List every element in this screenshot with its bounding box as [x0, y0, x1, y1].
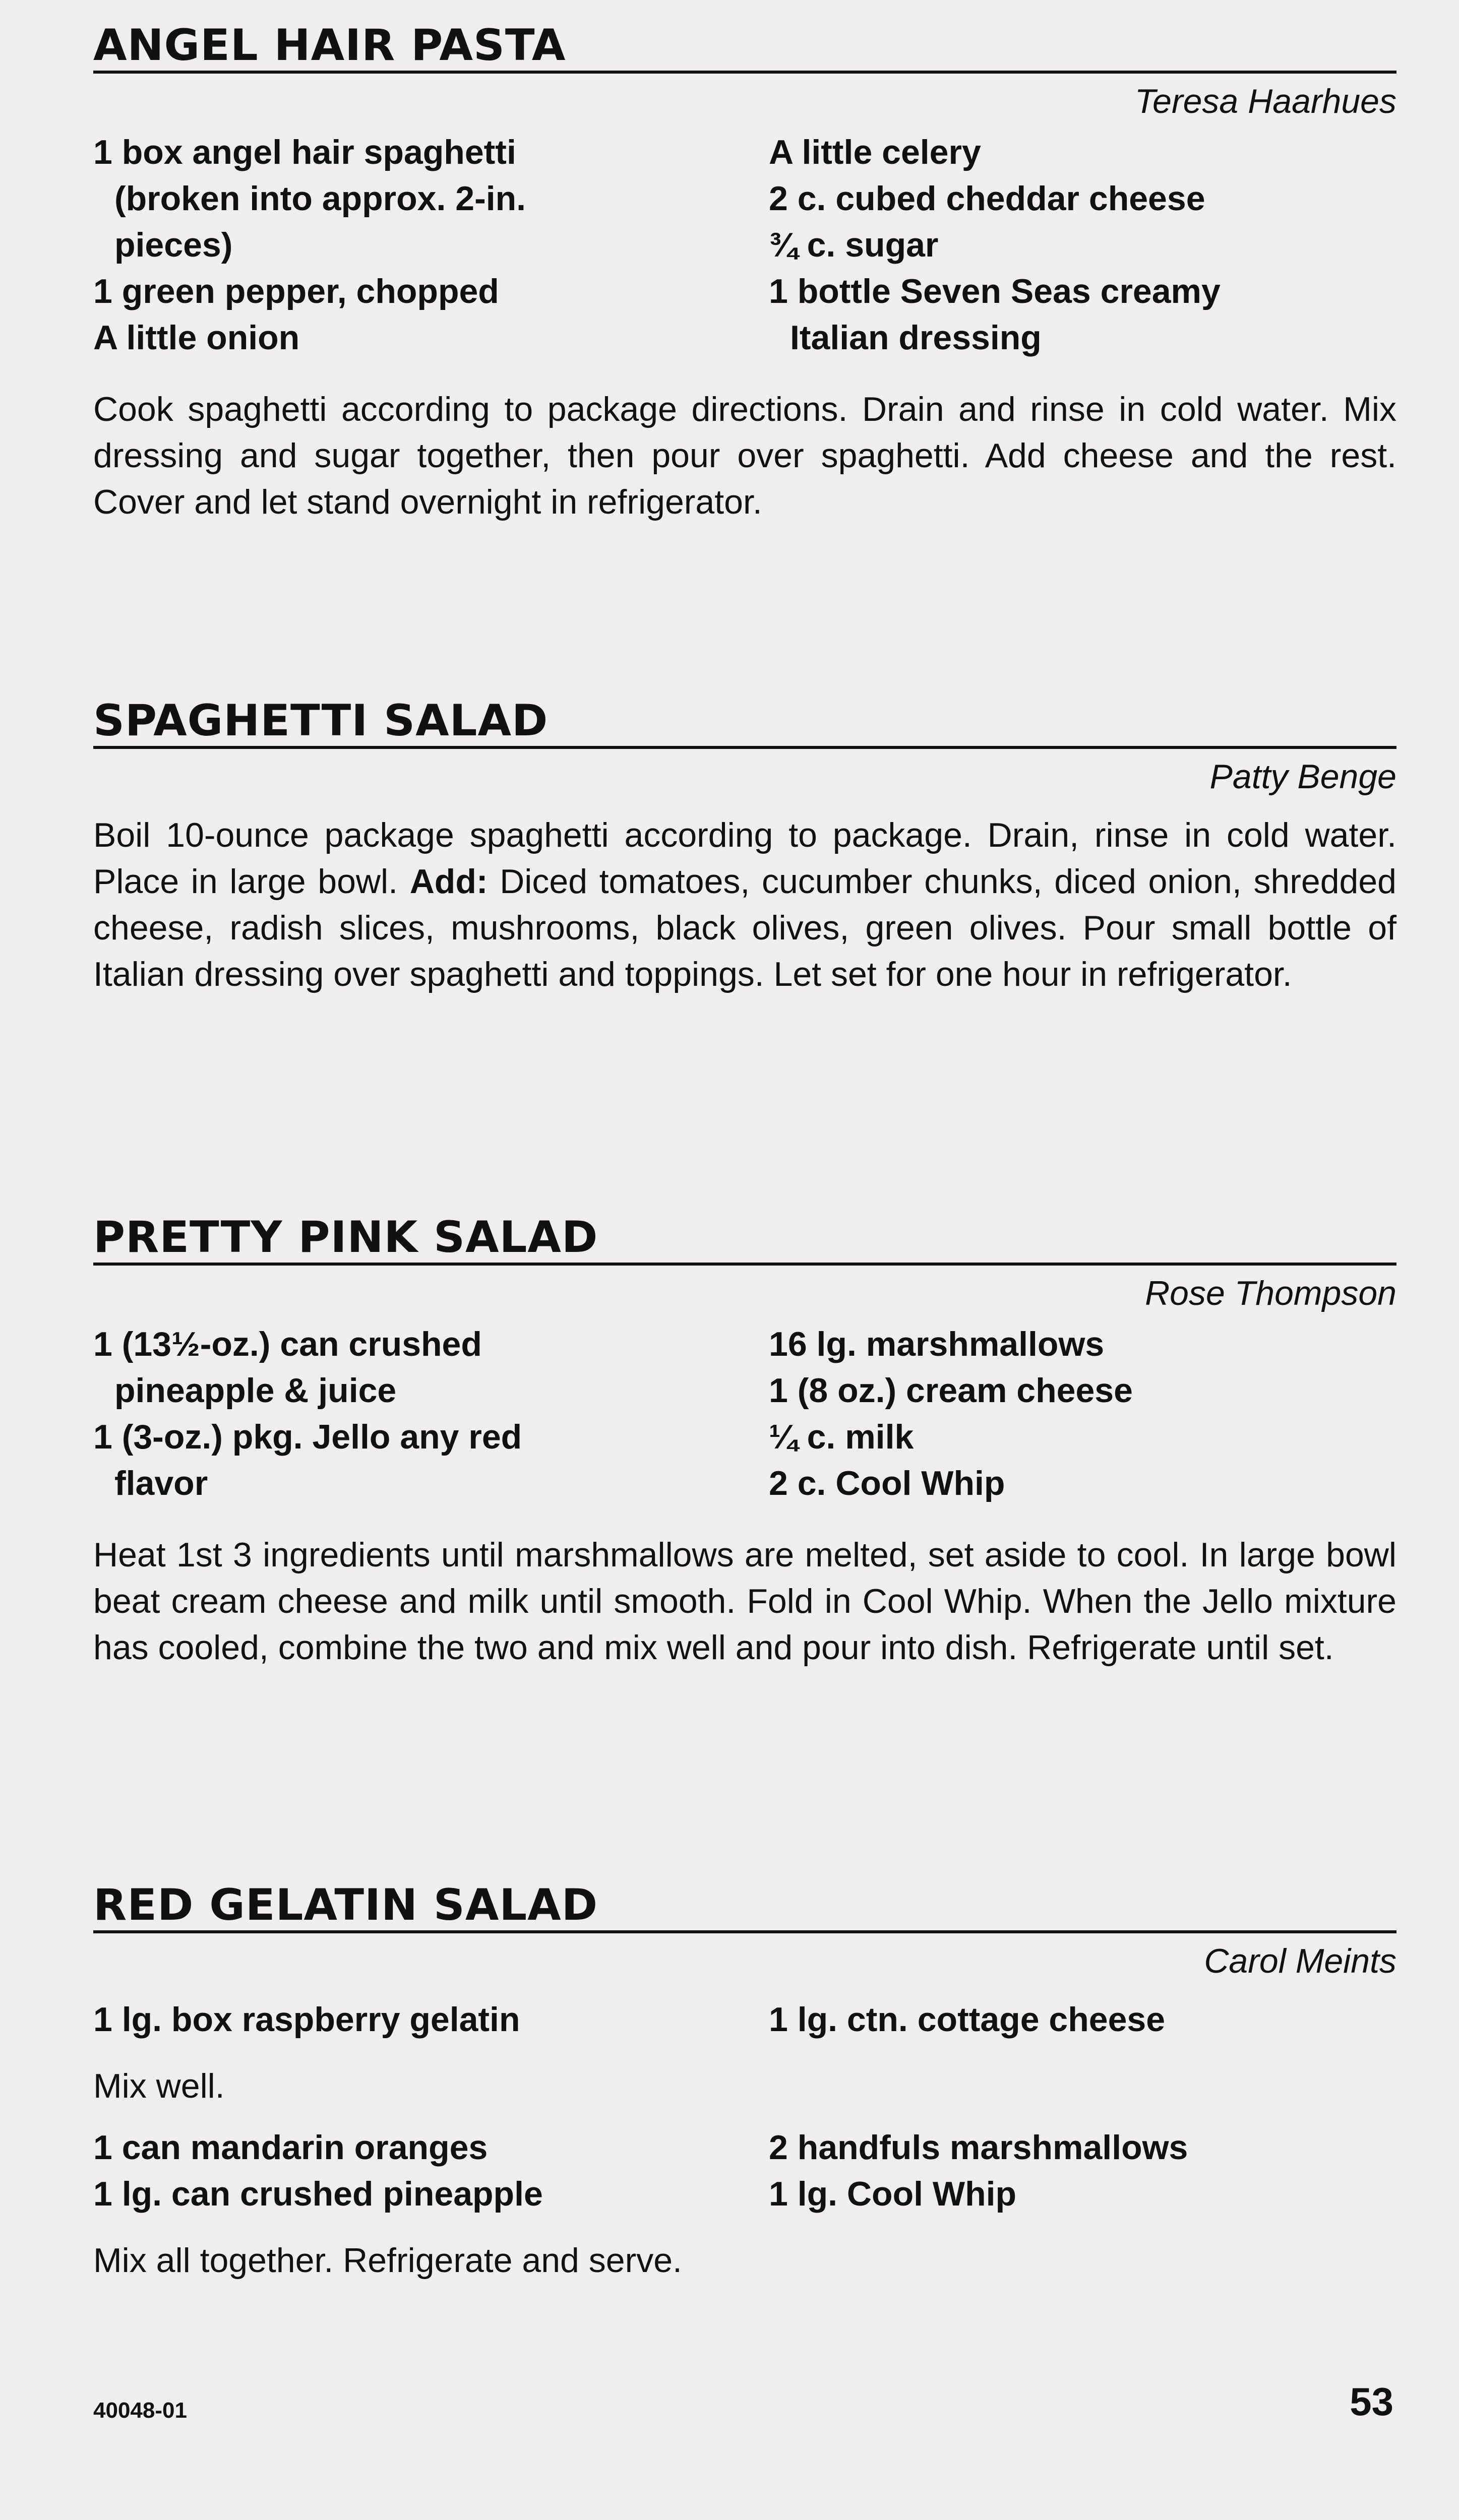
- ingredients-right-column: [769, 1321, 1396, 1506]
- ingredient: 1 (8 oz.) cream cheese: [769, 1371, 1133, 1410]
- recipe-title: ANGEL HAIR PASTA: [93, 20, 566, 71]
- ingredient: 1 lg. Cool Whip: [769, 2175, 1017, 2213]
- page-number: 53: [1350, 2379, 1393, 2424]
- title-rule: [93, 71, 1396, 74]
- recipe-author: Teresa Haarhues: [1134, 82, 1396, 120]
- recipe-title: RED GELATIN SALAD: [93, 1880, 598, 1930]
- recipe-pretty-pink-salad: [93, 1212, 1396, 1671]
- ingredient-list: [93, 1321, 1396, 1506]
- ingredients-left-column: [93, 129, 769, 361]
- ingredient-list: [93, 129, 1396, 361]
- ingredient: 1 box angel hair spaghetti: [93, 133, 516, 171]
- ingredient: 2 c. Cool Whip: [769, 1464, 1005, 1502]
- recipe-directions: Heat 1st 3 ingredients until marshmallows are melted, set aside to cool. In large bowl beat cream cheese and milk until smooth. Fold in Cool Whip. When the Jello mixture has cooled, combine the two and mix well and pour into dish. Refrigerate until set.: [93, 1536, 1396, 1667]
- ingredient: 16 lg. marshmallows: [769, 1325, 1105, 1363]
- recipe-title: SPAGHETTI SALAD: [93, 696, 549, 746]
- title-rule: [93, 746, 1396, 749]
- ingredient: 1 lg. box raspberry gelatin: [93, 2000, 520, 2039]
- recipe-directions: [93, 812, 1396, 997]
- ingredient-list: [93, 2124, 1396, 2217]
- ingredient: ¼ c. milk: [769, 1418, 914, 1456]
- recipe-title: PRETTY PINK SALAD: [93, 1212, 598, 1263]
- ingredient: A little celery: [769, 133, 981, 171]
- recipe-step: Mix all together. Refrigerate and serve.: [93, 2241, 682, 2280]
- title-rule: [93, 1930, 1396, 1933]
- ingredient: 1 green pepper, chopped: [93, 272, 499, 310]
- ingredient: 1 (3-oz.) pkg. Jello any red: [93, 1418, 522, 1456]
- recipe-spaghetti-salad: [93, 696, 1396, 997]
- ingredient: flavor: [114, 1464, 208, 1502]
- recipe-author: Rose Thompson: [1145, 1274, 1396, 1312]
- ingredient: 1 lg. ctn. cottage cheese: [769, 2000, 1166, 2039]
- directions-emphasis: Add:: [409, 862, 488, 901]
- ingredients-right-column: [769, 129, 1396, 361]
- ingredient: (broken into approx. 2-in.: [114, 179, 526, 218]
- ingredient: 1 lg. can crushed pineapple: [93, 2175, 543, 2213]
- ingredient: pineapple & juice: [114, 1371, 397, 1410]
- recipe-author: Carol Meints: [1204, 1942, 1396, 1980]
- ingredient: A little onion: [93, 319, 300, 357]
- ingredient: Italian dressing: [790, 319, 1042, 357]
- recipe-red-gelatin-salad: [93, 1880, 1396, 2284]
- footer-code: 40048-01: [93, 2398, 187, 2423]
- ingredient: pieces): [114, 226, 233, 264]
- ingredient: 1 (13½-oz.) can crushed: [93, 1325, 482, 1363]
- ingredient: 2 handfuls marshmallows: [769, 2128, 1188, 2167]
- ingredient-list: [93, 1996, 1396, 2043]
- title-rule: [93, 1263, 1396, 1266]
- ingredient: 1 can mandarin oranges: [93, 2128, 488, 2167]
- recipe-directions: Cook spaghetti according to package directions. Drain and rinse in cold water. Mix dressing and sugar together, then pour over spaghetti. Add cheese and the rest. Cover and let stand overnight in refrigerator.: [93, 390, 1396, 521]
- directions-text: Boil 10-ounce package spaghetti according to package. Drain, rinse in cold water. Place in large bowl.: [93, 816, 1396, 901]
- ingredient: 2 c. cubed cheddar cheese: [769, 179, 1205, 218]
- ingredients-right-column: [769, 2124, 1396, 2217]
- recipe-author: Patty Benge: [1209, 758, 1396, 796]
- ingredient: 1 bottle Seven Seas creamy: [769, 272, 1221, 310]
- ingredients-left-column: [93, 1321, 769, 1506]
- ingredients-left-column: [93, 2124, 769, 2217]
- recipe-step: Mix well.: [93, 2067, 225, 2105]
- directions-text: Diced tomatoes, cucumber chunks, diced onion, shredded cheese, radish slices, mushrooms, black olives, green olives. Pour small bottle of Italian dressing over spaghetti and toppings. Let set for one hour in refrigerator.: [93, 862, 1397, 993]
- recipe-angel-hair-pasta: [93, 20, 1396, 525]
- ingredient: ¾ c. sugar: [769, 226, 939, 264]
